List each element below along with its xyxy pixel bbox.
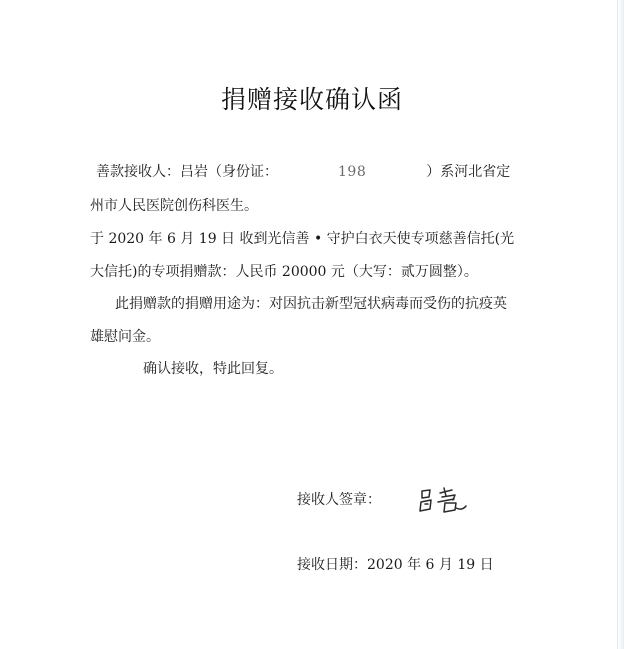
body-line-4: 大信托)的专项捐赠款：人民币 20000 元（大写：贰万圆整）。 — [90, 264, 478, 280]
id-partial-digits: 198 — [338, 164, 367, 180]
recipient-prefix: 善款接收人：吕岩（身份证： — [96, 164, 278, 180]
handwritten-signature-icon — [418, 484, 470, 516]
recipient-suffix: ）系河北省定 — [426, 164, 511, 180]
id-redaction-end — [366, 164, 426, 178]
recipient-line — [96, 162, 510, 182]
body-line-5: 此捐赠款的捐赠用途为：对因抗击新型冠状病毒而受伤的抗疫英 — [115, 296, 507, 312]
id-redaction-start — [278, 164, 338, 178]
receive-date-line: 接收日期：2020 年 6 月 19 日 — [297, 557, 494, 573]
body-line-3: 于 2020 年 6 月 19 日 收到光信善 • 守护白衣天使专项慈善信托(光 — [90, 231, 515, 247]
page-title: 捐赠接收确认函 — [220, 85, 403, 114]
page-edge-shadow — [617, 0, 624, 649]
body-line-6: 雄慰问金。 — [90, 329, 160, 345]
signature-label: 接收人签章： — [297, 492, 381, 508]
body-line-2: 州市人民医院创伤科医生。 — [90, 198, 258, 214]
closing-line: 确认接收，特此回复。 — [143, 361, 283, 377]
